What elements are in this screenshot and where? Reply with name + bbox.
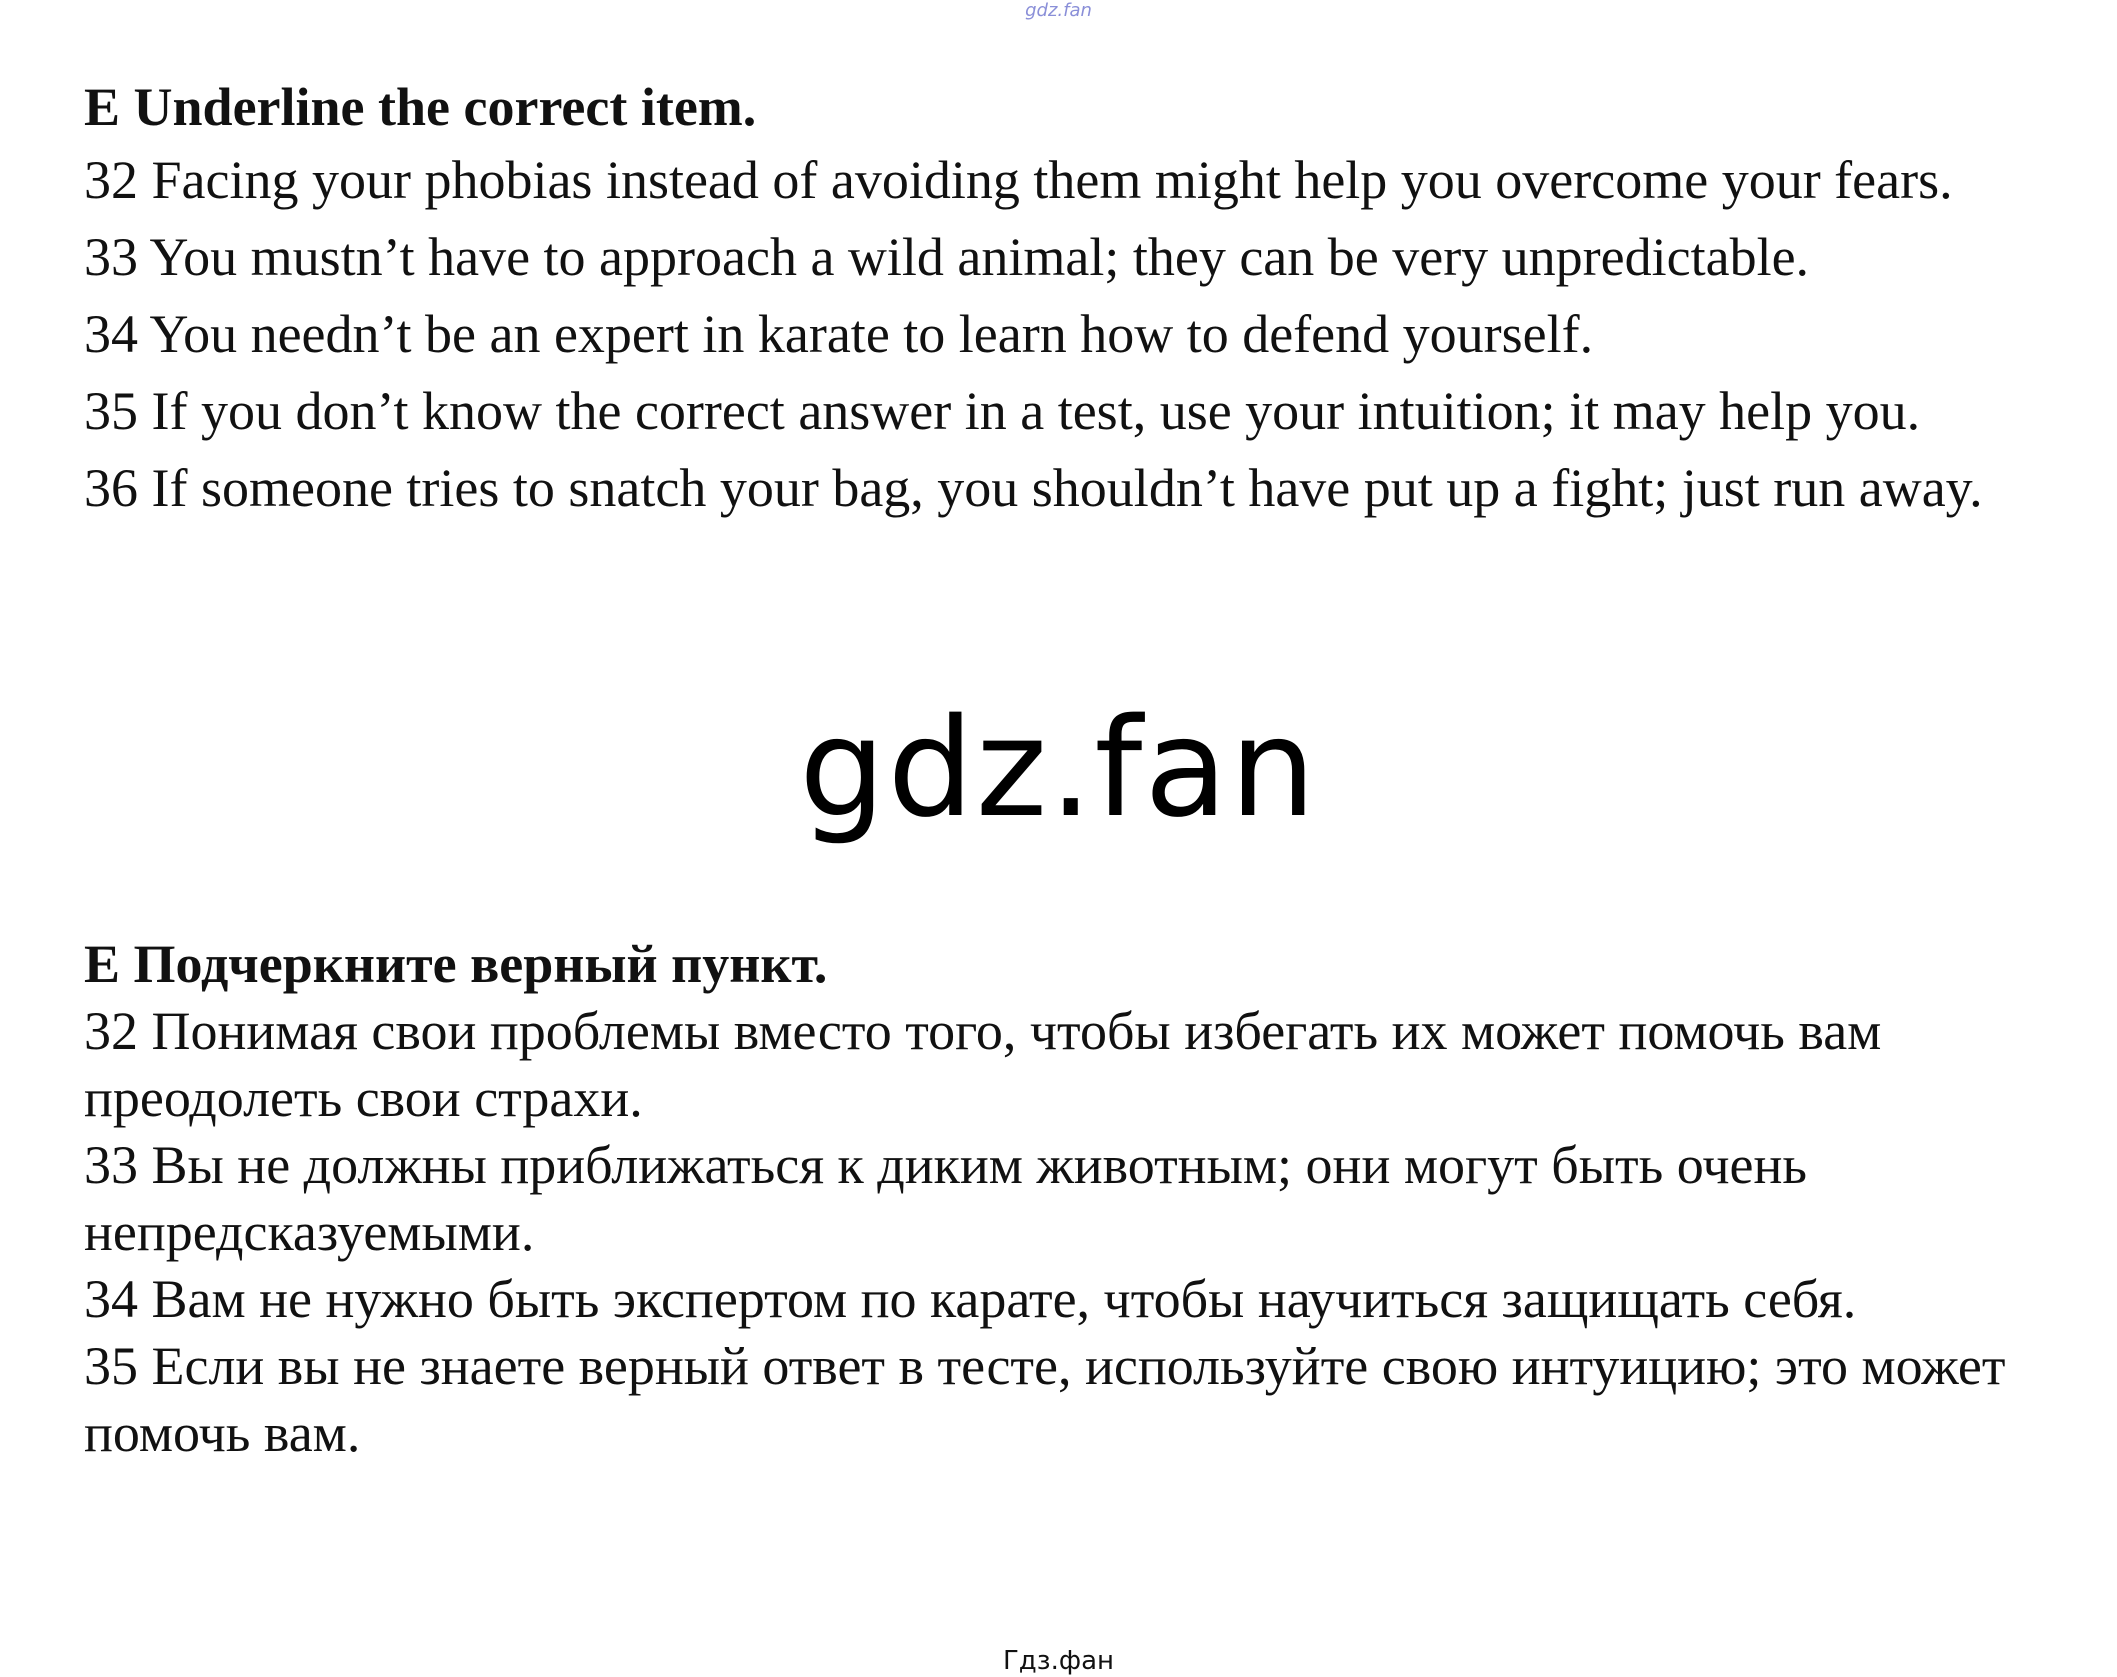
exercise-item-35-en: 35 If you don’t know the correct answer in a test, use your intuition; it may help you. bbox=[84, 381, 1921, 441]
exercise-item-32-en: 32 Facing your phobias instead of avoiding them might help you overcome your fears. bbox=[84, 150, 1953, 210]
site-watermark: gdz.fan bbox=[799, 690, 1318, 848]
english-exercise bbox=[84, 72, 2044, 527]
exercise-heading-ru: E Подчеркните верный пункт. bbox=[84, 934, 828, 994]
exercise-item-34-en: 34 You needn’t be an expert in karate to learn how to defend yourself. bbox=[84, 304, 1594, 364]
top-watermark: gdz.fan bbox=[1025, 0, 1092, 21]
exercise-item-35-ru: 35 Если вы не знаете верный ответ в тесте, используйте свою интуицию; это может помочь вам. bbox=[84, 1336, 2006, 1463]
footer-site-name: Гдз.фан bbox=[1002, 1646, 1115, 1676]
exercise-item-36-en: 36 If someone tries to snatch your bag, you shouldn’t have put up a fight; just run away. bbox=[84, 458, 1983, 518]
exercise-item-34-ru: 34 Вам не нужно быть экспертом по карате, чтобы научиться защищать себя. bbox=[84, 1269, 1857, 1329]
exercise-heading-en: E Underline the correct item. bbox=[84, 77, 757, 137]
exercise-item-33-ru: 33 Вы не должны приближаться к диким животным; они могут быть очень непредсказуемыми. bbox=[84, 1135, 1807, 1262]
exercise-item-32-ru: 32 Понимая свои проблемы вместо того, чтобы избегать их может помочь вам преодолеть свои страхи. bbox=[84, 1001, 1882, 1128]
exercise-item-33-en: 33 You mustn’t have to approach a wild animal; they can be very unpredictable. bbox=[84, 227, 1810, 287]
russian-translation bbox=[84, 930, 2044, 1467]
